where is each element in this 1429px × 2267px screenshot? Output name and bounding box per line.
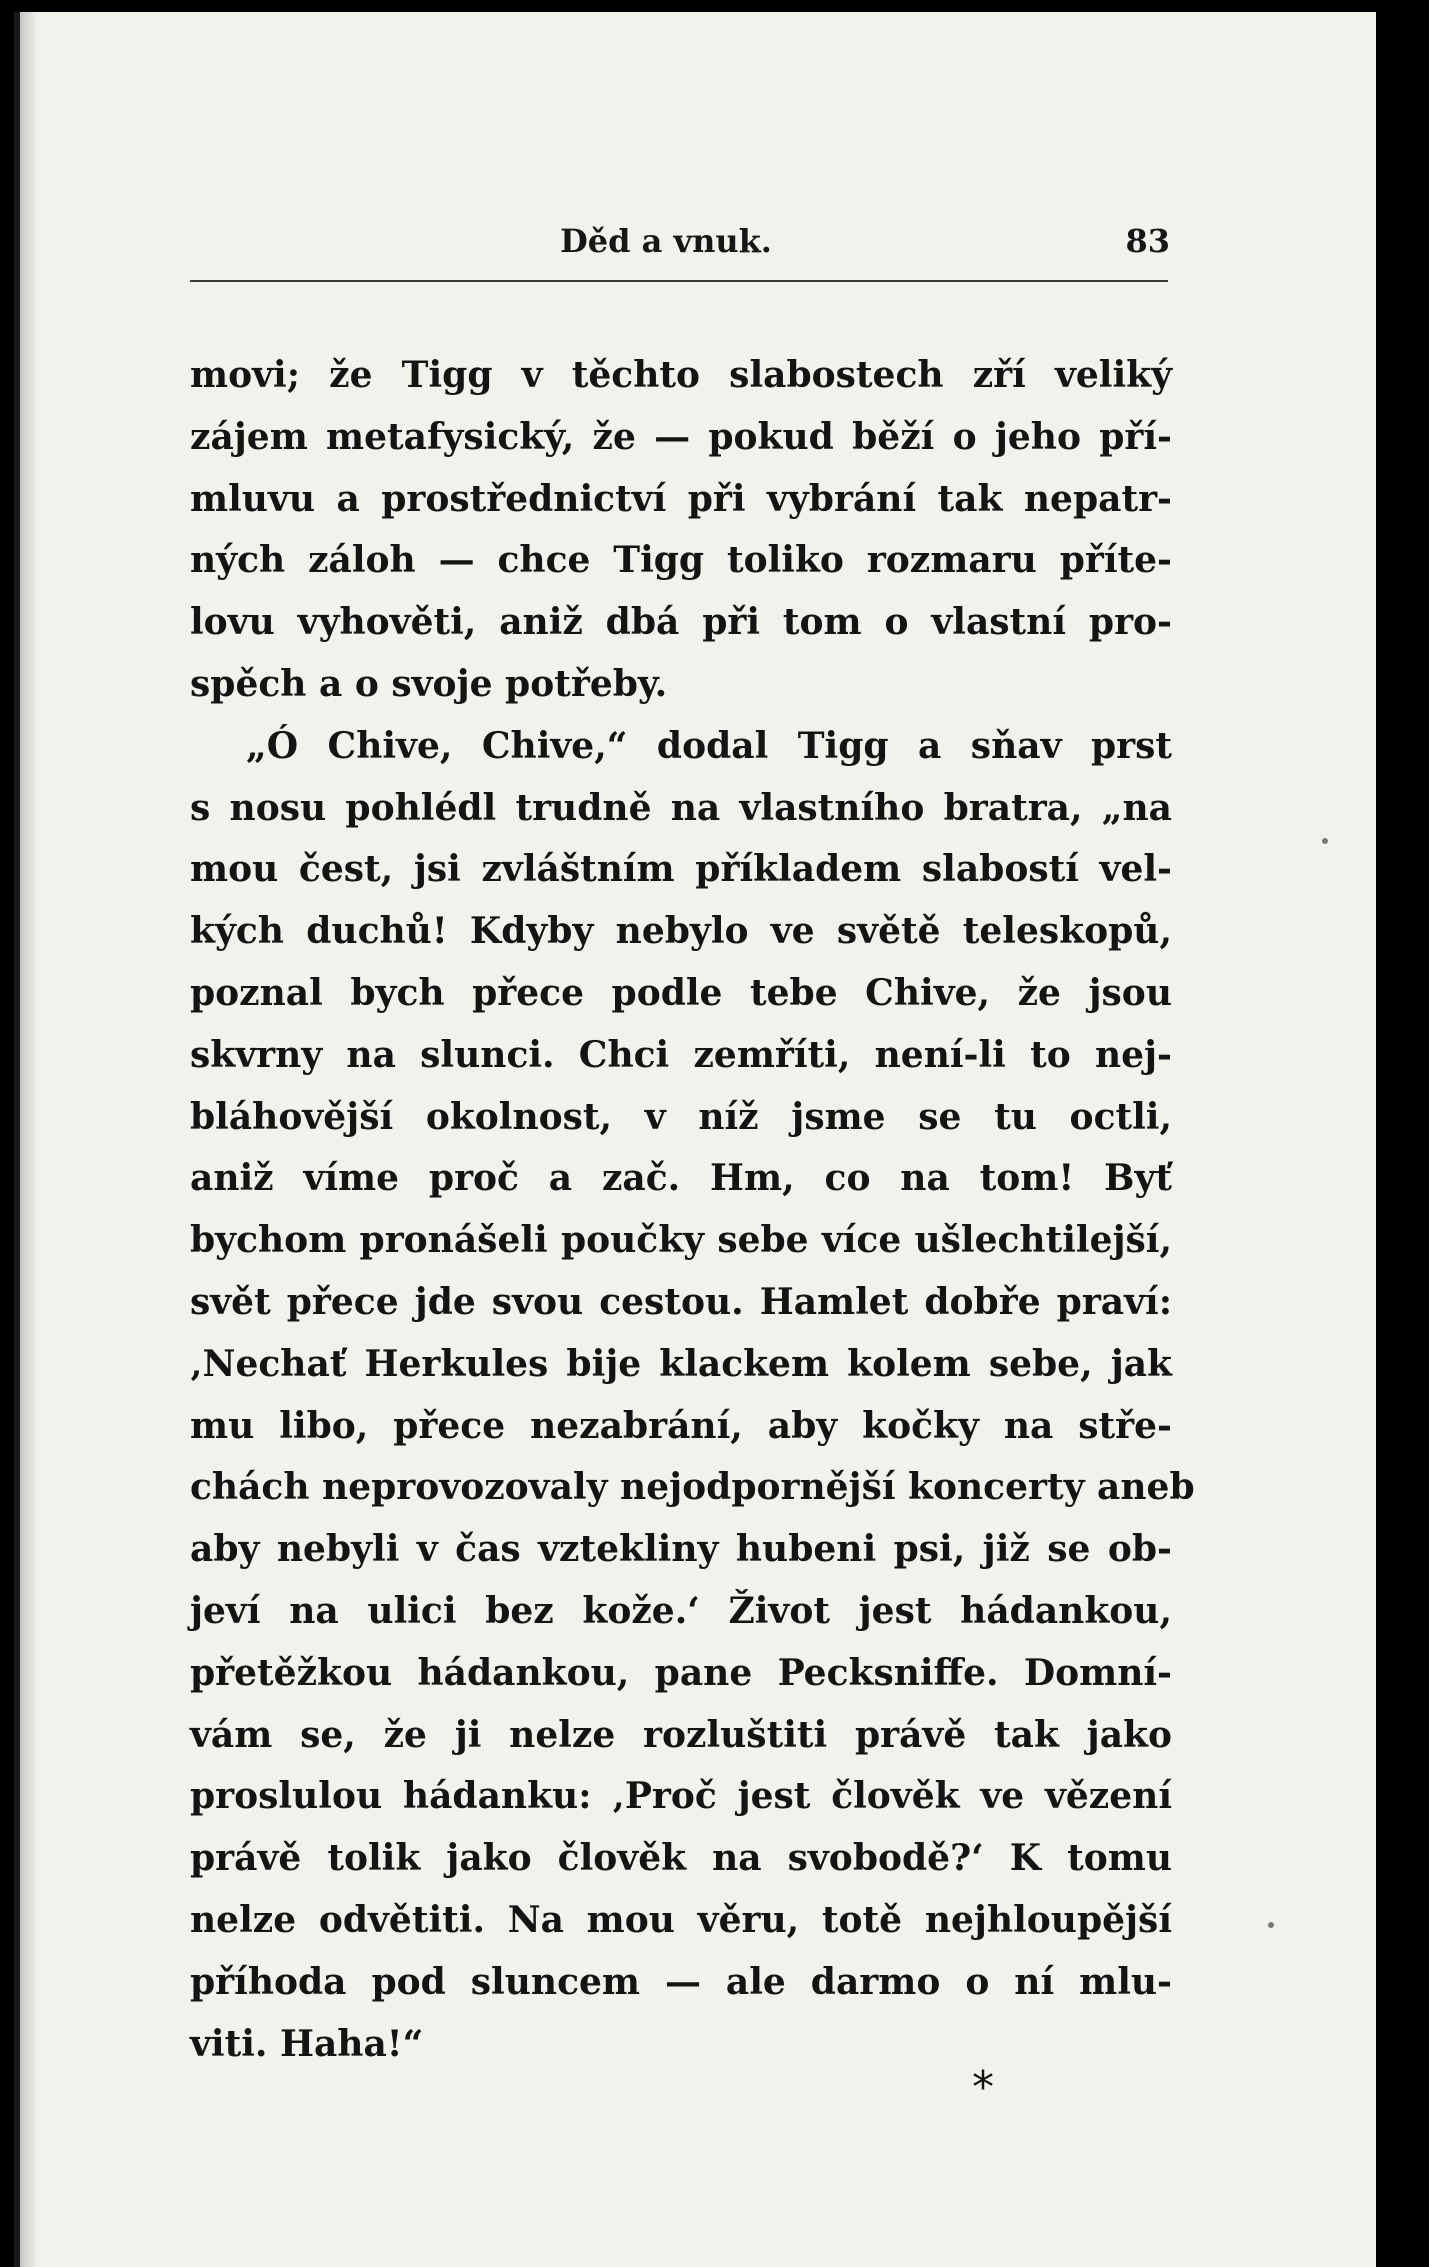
text-line: vám se, že ji nelze rozluštiti právě tak jako bbox=[190, 1713, 1172, 1756]
text-line: poznal bych přece podle tebe Chive, že jsou bbox=[190, 971, 1172, 1014]
text-line: spěch a o svoje potřeby. bbox=[190, 662, 668, 705]
paper-speck bbox=[1322, 838, 1328, 844]
text-line: přetěžkou hádankou, pane Pecksniffe. Domní- bbox=[190, 1651, 1172, 1694]
text-line: ‚Nechať Herkules bije klackem kolem sebe, jak bbox=[190, 1342, 1172, 1385]
text-line: příhoda pod sluncem — ale darmo o ní mlu- bbox=[190, 1960, 1172, 2003]
text-line: movi; že Tigg v těchto slabostech zří veliký bbox=[190, 354, 1172, 396]
text-line: jeví na ulici bez kože.‘ Život jest hádankou, bbox=[190, 1589, 1172, 1632]
text-line: viti. Haha!“ bbox=[190, 2022, 424, 2065]
text-line: právě tolik jako člověk na svobodě?‘ K tomu bbox=[190, 1837, 1172, 1880]
text-line: mu libo, přece nezabrání, aby kočky na stře- bbox=[190, 1404, 1172, 1447]
section-ornament: * bbox=[972, 2062, 994, 2113]
text-line: zájem metafysický, že — pokud běží o jeho pří- bbox=[190, 415, 1172, 458]
text-line: ných záloh — chce Tigg toliko rozmaru příte- bbox=[190, 539, 1172, 582]
header-rule bbox=[190, 280, 1168, 282]
text-line: nelze odvětiti. Na mou věru, totě nejhloupější bbox=[190, 1898, 1172, 1941]
running-title: Děd a vnuk. bbox=[560, 222, 772, 260]
text-line: svět přece jde svou cestou. Hamlet dobře praví: bbox=[190, 1280, 1172, 1323]
text-line: kých duchů! Kdyby nebylo ve světě teleskopů, bbox=[190, 910, 1172, 953]
text-line: s nosu pohlédl trudně na vlastního bratra, „na bbox=[190, 786, 1172, 829]
text-line: aby nebyli v čas vztekliny hubeni psi, již se ob- bbox=[190, 1528, 1172, 1571]
page-number: 83 bbox=[1125, 222, 1170, 260]
page-header bbox=[190, 222, 1170, 272]
text-line: lovu vyhověti, aniž dbá při tom o vlastní pro- bbox=[190, 601, 1172, 644]
text-line: bychom pronášeli poučky sebe více ušlechtilejší, bbox=[190, 1219, 1172, 1262]
text-line: proslulou hádanku: ‚Proč jest člověk ve vězení bbox=[190, 1775, 1172, 1818]
text-line: mluvu a prostřednictví při vybrání tak nepatr- bbox=[190, 477, 1172, 520]
text-line: aniž víme proč a zač. Hm, co na tom! Byť bbox=[190, 1157, 1172, 1200]
paper-speck bbox=[1268, 1922, 1274, 1928]
text-line: „Ó Chive, Chive,“ dodal Tigg a sňav prst bbox=[246, 724, 1172, 767]
text-line: skvrny na slunci. Chci zemříti, není-li to nej- bbox=[190, 1033, 1172, 1076]
text-line: mou čest, jsi zvláštním příkladem slabostí vel- bbox=[190, 848, 1172, 891]
text-line: bláhovější okolnost, v níž jsme se tu octli, bbox=[190, 1095, 1172, 1138]
text-line: chách neprovozovaly nejodpornější koncerty aneb bbox=[190, 1466, 1195, 1509]
binding-shadow bbox=[20, 12, 38, 2267]
body-text bbox=[190, 345, 1195, 2075]
